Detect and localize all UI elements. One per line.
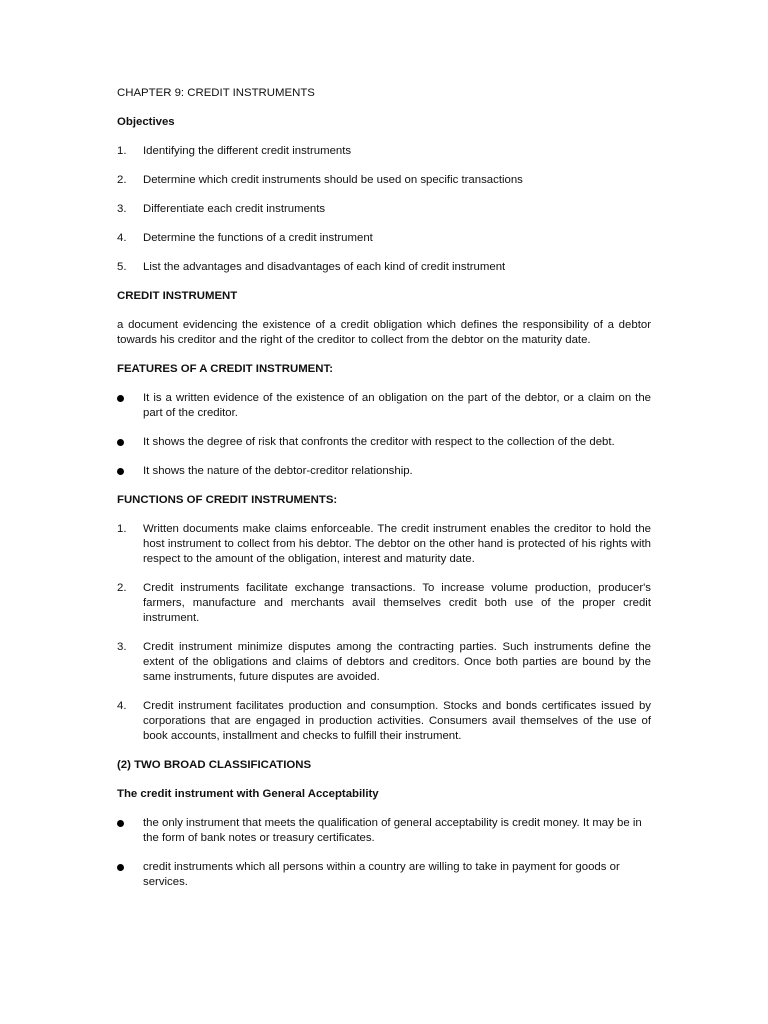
features-list <box>117 391 651 479</box>
function-number: 3. <box>117 641 127 653</box>
function-text: Written documents make claims enforceable. The credit instrument enables the creditor to hold the host instrument to collect from his debtor. The debtor on the other hand is protected of his rights with respect to the amount of the obligation, interest and maturity date. <box>143 523 651 565</box>
objective-number: 1. <box>117 145 127 157</box>
classification-item <box>117 860 651 890</box>
credit-instrument-definition: a document evidencing the existence of a credit obligation which defines the responsibility of a debtor towards his creditor and the right of the creditor to collect from the debtor on the maturity date. <box>117 319 651 346</box>
classification-item <box>117 816 651 846</box>
classifications-subheading: The credit instrument with General Acceptability <box>117 788 379 800</box>
objective-item <box>117 260 651 275</box>
functions-heading: FUNCTIONS OF CREDIT INSTRUMENTS: <box>117 494 338 506</box>
function-number: 4. <box>117 700 127 712</box>
objective-item <box>117 144 651 159</box>
objective-text: List the advantages and disadvantages of each kind of credit instrument <box>143 261 506 273</box>
objective-number: 2. <box>117 174 127 186</box>
function-text: Credit instrument facilitates production and consumption. Stocks and bonds certificates issued by corporations that are engaged in production activities. Consumers avail themselves of the use of book accounts, installment and checks to fulfill their instrument. <box>143 700 651 742</box>
feature-item <box>117 435 651 450</box>
features-heading: FEATURES OF A CREDIT INSTRUMENT: <box>117 363 333 375</box>
bullet-icon <box>117 395 124 402</box>
function-item <box>117 522 651 567</box>
function-text: Credit instrument minimize disputes among the contracting parties. Such instruments define the extent of the obligations and claims of debtors and creditors. Once both parties are bound by the same instruments, future disputes are avoided. <box>143 641 651 683</box>
objective-text: Differentiate each credit instruments <box>143 203 326 215</box>
bullet-icon <box>117 820 124 827</box>
objective-number: 3. <box>117 203 127 215</box>
objective-number: 5. <box>117 261 127 273</box>
objective-item <box>117 202 651 217</box>
function-item <box>117 640 651 685</box>
function-number: 2. <box>117 582 127 594</box>
classification-text: credit instruments which all persons within a country are willing to take in payment for goods or services. <box>143 861 620 888</box>
objectives-list <box>117 144 651 275</box>
function-number: 1. <box>117 523 127 535</box>
classification-text: the only instrument that meets the qualification of general acceptability is credit money. It may be in the form of bank notes or treasury certificates. <box>143 817 642 844</box>
document-page <box>117 86 651 904</box>
function-item <box>117 581 651 626</box>
classifications-list <box>117 816 651 890</box>
objective-text: Determine the functions of a credit instrument <box>143 232 373 244</box>
function-item <box>117 699 651 744</box>
bullet-icon <box>117 468 124 475</box>
objective-text: Determine which credit instruments should be used on specific transactions <box>143 174 523 186</box>
chapter-title: CHAPTER 9: CREDIT INSTRUMENTS <box>117 87 315 99</box>
bullet-icon <box>117 864 124 871</box>
feature-item <box>117 464 651 479</box>
bullet-icon <box>117 439 124 446</box>
objective-text: Identifying the different credit instruments <box>143 145 352 157</box>
functions-list <box>117 522 651 744</box>
objective-item <box>117 231 651 246</box>
credit-instrument-heading: CREDIT INSTRUMENT <box>117 290 238 302</box>
feature-item <box>117 391 651 421</box>
objective-item <box>117 173 651 188</box>
objectives-heading: Objectives <box>117 116 175 128</box>
feature-text: It shows the degree of risk that confronts the creditor with respect to the collection of the debt. <box>143 436 615 448</box>
feature-text: It is a written evidence of the existence of an obligation on the part of the debtor, or a claim on the part of the creditor. <box>143 392 651 419</box>
objective-number: 4. <box>117 232 127 244</box>
classifications-heading: (2) TWO BROAD CLASSIFICATIONS <box>117 759 312 771</box>
function-text: Credit instruments facilitate exchange transactions. To increase volume production, producer's farmers, manufacture and merchants avail themselves credit both use of the proper credit instrument. <box>143 582 651 624</box>
feature-text: It shows the nature of the debtor-creditor relationship. <box>143 465 413 477</box>
